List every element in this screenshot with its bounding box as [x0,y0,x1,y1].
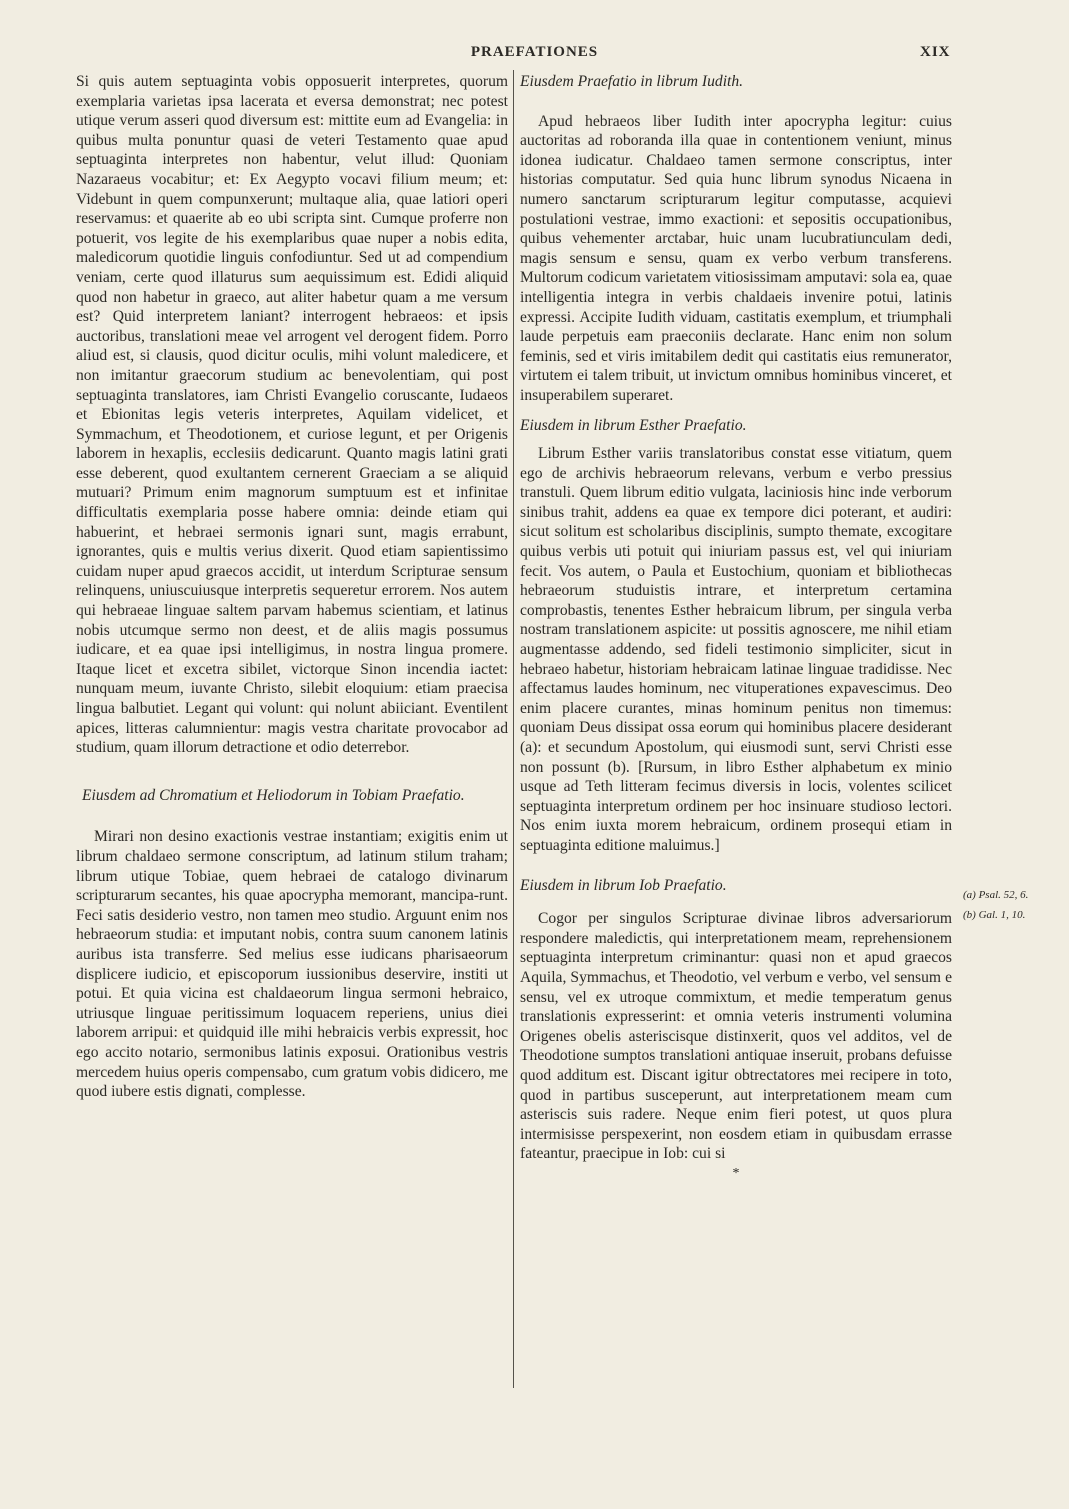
right-column [520,72,952,1182]
section-heading-iudith: Eiusdem Praefatio in librum Iudith. [520,73,744,90]
column-rule [513,70,514,1388]
running-title: PRAEFATIONES [470,44,599,60]
iob-paragraph: Cogor per singulos Scripturae divinae libros adversariorum respondere maledictis, qui interpretationem meam, reprehensionem septuaginta interpretum criminantur: quasi non et apud graecos Aquila, Symmachus, et Theodotio, vel verbum e verbo, vel sensum e sensu, vel ex utroque commixtum, et medie temperatum genus translationis expresserint: et omnia veteris instrumenti volumina Origenes obelis asteriscisque distinxerit, quos vel additos, vel de Theodotione sumptos translationi antiquae inseruit, probans defuisse quod additum est. Discant igitur obtrectatores mei recipere in toto, quod in partibus susceperunt, aut interpretationem meam cum asteriscis suis radere. Neque enim fieri potest, ut quos plura intermisisse perspexerint, non eosdem etiam in quibusdam errasse fateantur, praecipue in Iob: cui si [520,910,952,1163]
signature-mark: * [732,1165,740,1181]
tobiam-paragraph: Mirari non desino exactionis vestrae instantiam; exigitis enim ut librum chaldaeo sermone conscriptum, ad latinum stilum traham; librum utique Tobiae, quem hebraei de catalogo divinarum scripturarum secantes, his quae apocrypha memorant, mancipa-runt. Feci satis desiderio vestro, non tamen meo studio. Arguunt enim nos hebraeorum studia: et imputant nobis, contra suum canonem latinis auribus ista transferre. Sed melius esse iudicans pharisaeorum displicere iudicio, et episcoporum iussionibus deservire, institi ut potui. Et quia vicina est chaldaeorum lingua sermoni hebraico, utriusque linguae peritissimum loquacem reperiens, unius diei laborem arripui: et quidquid ille mihi hebraicis verbis expressit, hoc ego accito notario, sermonibus latinis exposui. Orationibus vestris mercedem huius operis compensabo, cum gratum vobis didicero, me quod iubere estis dignati, complesse. [76,828,508,1101]
left-column [76,72,508,1102]
section-heading-esther: Eiusdem in librum Esther Praefatio. [520,416,747,434]
margin-note-a: (a) Psal. 52, 6. [963,889,1029,901]
page-number: XIX [920,44,951,60]
section-heading-tobiam: Eiusdem ad Chromatium et Heliodorum in Tobiam Praefatio. [82,786,465,804]
esther-paragraph: Librum Esther variis translatoribus constat esse vitiatum, quem ego de archivis hebraeorum relevans, verbum e verbo pressius transtuli. Quem librum editio vulgata, laciniosis hinc inde verborum sinibus trahit, addens ea quae ex tempore dici poterant, et audiri: sicut solitum est scholaribus disciplinis, sumpto themate, excogitare quibus verbis uti potuit qui iniuriam passus est, vel qui iniuriam fecit. Vos autem, o Paula et Eustochium, quoniam et bibliothecas hebraeorum studuistis intrare, et interpretum certamina comprobastis, tenentes Esther hebraicum librum, per singula verba nostram translationem aspicite: ut possitis agnoscere, me nihil etiam augmentasse addendo, sed fideli testimonio simpliciter, sicut in hebraeo habetur, historiam hebraicam latinae linguae tradidisse. Nec affectamus laudes hominum, nec vituperationes expavescimus. Deo enim placere curantes, minas hominum penitus non timemus: quoniam Deus dissipat ossa eorum qui hominibus placere desiderant (a): et secundum Apostolum, qui eiusmodi sunt, servi Christi esse non possunt (b). [Rursum, in libro Esther alphabetum ex minio usque ad Teth litteram fecimus diversis in locis, volentes scilicet septuaginta interpretum ordinem per hoc insinuare studioso lectori. Nos enim iuxta morem hebraicum, ordinem prosequi etiam in septuaginta editione maluimus.] [520,445,952,854]
margin-note-b: (b) Gal. 1, 10. [963,908,1026,921]
section-heading-iob: Eiusdem in librum Iob Praefatio. [520,876,727,894]
preface-paragraph-continued: Si quis autem septuaginta vobis opposuerit interpretes, quorum exemplaria varietas ipsa lacerata et eversa demonstrat; nec potest utique verum asseri quod diversum est: mittite eum ad Evangelia: in quibus multa ponuntur quasi de veteri Testamento quae apud septuaginta interpretes non habentur, velut illud: Quoniam Nazaraeus vocabitur; et: Ex Aegypto vocavi filium meum; et: Videbunt in quem compunxerunt; multaque alia, quae latiori operi reservamus: et quaerite ab eo ubi scripta sint. Cumque proferre non potuerit, vos legite de his exemplaribus quae nuper a nobis edita, maledicorum quotidie linguis confodiuntur. Sed ut ad compendium veniam, certe quod illaturus sum aequissimum est. Edidi aliquid quod non habetur in graeco, aut aliter habetur quam a me versum est? Quid interpretem laniant? interrogent hebraeos: et ipsis auctoribus, translationi meae vel arrogent vel derogent fidem. Porro aliud est, si clausis, quod dicitur oculis, mihi volunt maledicere, et non imitantur graecorum studium ac benevolentiam, qui post septuaginta translatores, iam Christi Evangelio coruscante, Iudaeos et Ebionitas legis veteris interpretes, Aquilam videlicet, et Symmachum, et Theodotionem, et curiose legunt, et per Origenis laborem in hexaplis, ecclesiis dedicarunt. Quanto magis latini grati esse deberent, quod exultantem cernerent Graeciam a se aliquid mutuari? Primum enim magnorum sumptuum est et infinitae difficultatis exemplaria posse habere omnia: deinde etiam qui habuerint, et hebraei sermonis ignari sunt, magis errabunt, ignorantes, quis e multis verius dixerit. Quod etiam sapientissimo cuidam nuper apud graecos accidit, ut interdum Scripturae sensum relinquens, uniuscuiusque interpretis sequeretur errorem. Nos autem qui hebraeae linguae saltem parvam habemus scientiam, et latinus nobis utcumque sermo non deest, et de aliis magis possumus iudicare, et ea quae ipsi intelligimus, in nostra lingua promere. Itaque licet et excetra sibilet, victorque Sinon incendia iactet: nunquam meum, iuvante Christo, silebit eloquium: etiam praecisa lingua balbutiet. Legant qui volunt: qui nolunt abiiciant. Eventilent apices, litteras calumnientur: magis vestra charitate provocabor ad studium, quam illorum detractione et odio deterrebor. [76,73,508,757]
iudith-paragraph: Apud hebraeos liber Iudith inter apocrypha legitur: cuius auctoritas ad roboranda illa quae in contentionem veniunt, minus idonea iudicatur. Chaldaeo tamen sermone conscriptus, inter historias computatur. Sed quia hunc librum synodus Nicaena in numero sanctarum scripturarum legitur computasse, acquievi postulationi vestrae, immo exactioni: et sepositis occupationibus, quibus vehementer arctabar, huic unam lucubratiunculam dedi, magis sensum e sensu, quam ex verbo verbum transferens. Multorum codicum varietatem vitiosissimam amputavi: sola ea, quae intelligentia integra in verbis chaldaeis invenire potui, latinis expressi. Accipite Iudith viduam, castitatis exemplum, et triumphali laude perpetuis eam praeconiis declarate. Hanc enim non solum feminis, sed et viris imitabilem dedit qui castitatis eius remunerator, virtutem ei talem tribuit, ut invictum omnibus hominibus vinceret, et insuperabilem superaret. [520,112,952,404]
margin-notes [963,890,1041,921]
